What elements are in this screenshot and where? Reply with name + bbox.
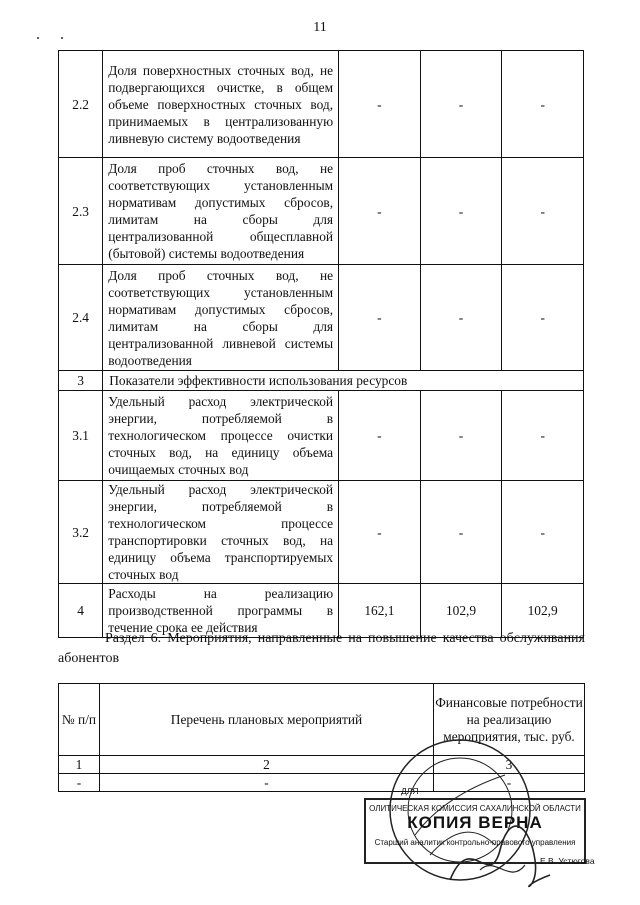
table-row [59,391,584,481]
row-value-2: - [420,481,502,584]
row-value-2: - [420,391,502,481]
row-value-1: - [339,51,421,158]
row-text: Показатели эффективности использования ресурсов [103,371,584,391]
row-number: 3.1 [59,391,103,481]
header-number: № п/п [59,684,100,756]
row-number: 3.2 [59,481,103,584]
stamp-signer: Е.В. Устюгова [540,856,595,866]
row-value-2: - [420,265,502,371]
row-value-2: - [420,51,502,158]
row-value-1: 162,1 [339,584,421,638]
stamp-line-1: ОЛИТИЧЕСКАЯ КОМИССИЯ САХАЛИНСКОЙ ОБЛАСТИ [369,804,581,813]
data-cell: - [434,774,585,792]
row-text: Доля поверхностных сточных вод, не подвергающихся очистке, в общем объеме поверхностных сточных вод, принимаемых в централизованную ливневую систему водоотведения [103,51,339,158]
row-number: 2.4 [59,265,103,371]
index-cell: 3 [434,756,585,774]
row-value-3: - [502,158,584,265]
section-6-title: Раздел 6. Мероприятия, направленные на повышение качества обслуживания абонентов [58,631,585,666]
scan-speck [61,37,63,39]
row-value-1: - [339,391,421,481]
row-value-1: - [339,158,421,265]
indicators-table [58,50,584,638]
scan-speck [37,37,39,39]
row-text: Доля проб сточных вод, не соответствующих установленным нормативам допустимых сбросов, лимитам на сборы для централизованной общесплавной (бытовой) системы водоотведения [103,158,339,265]
table-row [59,265,584,371]
index-cell: 2 [100,756,434,774]
page-number: 11 [313,20,327,35]
data-cell: - [59,774,100,792]
index-cell: 1 [59,756,100,774]
stamp-dlya-text: ДЛЯ [401,786,419,796]
row-text: Удельный расход электрической энергии, потребляемой в технологическом процессе очистки сточных вод, на единицу объема очищаемых сточных вод [103,391,339,481]
row-value-1: - [339,481,421,584]
row-value-2: 102,9 [420,584,502,638]
row-text: Удельный расход электрической энергии, потребляемой в технологическом процессе транспортировки сточных вод, на единицу объема транспортируемых сточных вод [103,481,339,584]
row-value-2: - [420,158,502,265]
stamp-line-2: КОПИЯ ВЕРНА [407,813,543,832]
data-cell: - [100,774,434,792]
table-row [59,158,584,265]
row-number: 2.2 [59,51,103,158]
row-text: Расходы на реализацию производственной программы в течение срока ее действия [103,584,339,638]
row-number: 2.3 [59,158,103,265]
table-row [59,481,584,584]
row-value-3: - [502,391,584,481]
row-value-3: - [502,481,584,584]
row-value-3: - [502,265,584,371]
stamp-line-3: Старший аналитик контрольно-правового управления [374,838,576,847]
row-number: 3 [59,371,103,391]
table-row [59,51,584,158]
table-row [59,371,584,391]
row-value-3: - [502,51,584,158]
row-value-3: 102,9 [502,584,584,638]
row-value-1: - [339,265,421,371]
row-text: Доля проб сточных вод, не соответствующих установленным нормативам допустимых сбросов, лимитам на сборы для централизованной ливневой системы водоотведения [103,265,339,371]
header-measures-list: Перечень плановых мероприятий [100,684,434,756]
header-financial-needs: Финансовые потребности на реализацию мероприятия, тыс. руб. [434,684,585,756]
row-number: 4 [59,584,103,638]
